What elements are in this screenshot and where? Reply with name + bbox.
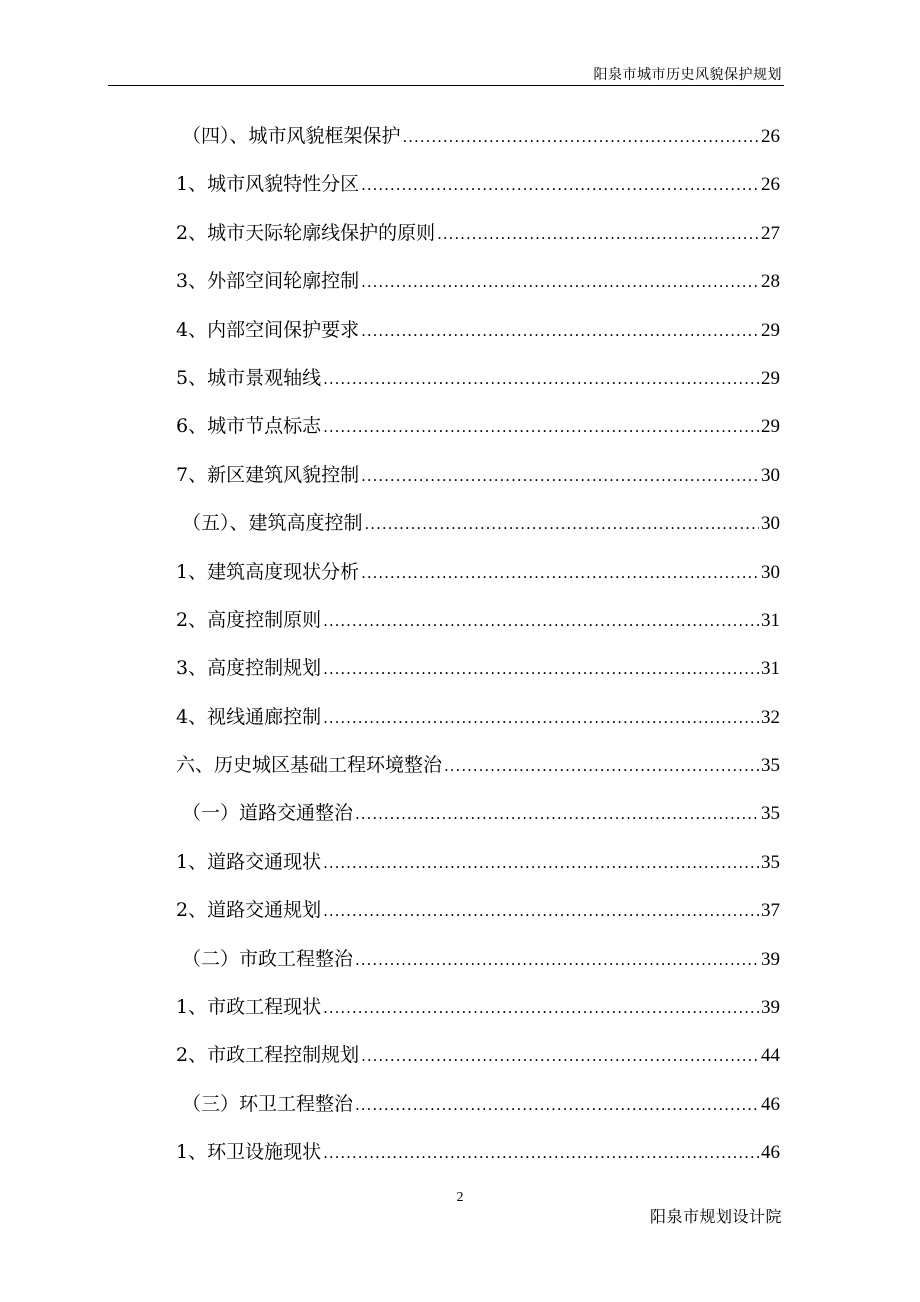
toc-entry-label: 1、城市风貌特性分区 xyxy=(176,173,360,196)
toc-entry-page: 35 xyxy=(761,851,780,873)
toc-entry[interactable] xyxy=(176,1080,780,1128)
toc-entry[interactable] xyxy=(176,838,780,886)
toc-entry-page: 46 xyxy=(761,1142,780,1164)
toc-entry-page: 29 xyxy=(761,319,780,341)
toc-leader-dots xyxy=(323,355,759,403)
toc-entry-label: 2、高度控制原则 xyxy=(176,608,322,631)
toc-leader-dots xyxy=(403,113,759,161)
toc-entry-page: 35 xyxy=(761,803,780,825)
toc-entry[interactable] xyxy=(176,306,780,354)
toc-entry-page: 30 xyxy=(761,513,780,535)
toc-entry-page: 26 xyxy=(761,126,780,147)
toc-leader-dots xyxy=(323,984,759,1032)
toc-leader-dots xyxy=(355,936,759,984)
toc-entry[interactable] xyxy=(176,983,780,1031)
toc-entry-label: 6、城市节点标志 xyxy=(176,415,322,438)
toc-entry-page: 31 xyxy=(761,658,780,680)
toc-entry[interactable] xyxy=(176,257,780,305)
running-header: 阳泉市城市历史风貌保护规划 xyxy=(593,67,782,83)
toc-entry-label: 7、新区建筑风貌控制 xyxy=(176,463,360,486)
toc-entry-page: 27 xyxy=(761,222,780,244)
toc-entry-page: 30 xyxy=(761,464,780,486)
toc-entry-page: 39 xyxy=(761,948,780,970)
toc-entry-page: 32 xyxy=(761,706,780,728)
toc-entry[interactable] xyxy=(176,886,780,934)
toc-entry-page: 26 xyxy=(761,174,780,196)
toc-entry-label: 六、历史城区基础工程环境整治 xyxy=(176,754,443,777)
toc-entry-page: 31 xyxy=(761,609,780,631)
toc-entry[interactable] xyxy=(176,160,780,208)
toc-entry[interactable] xyxy=(176,112,780,160)
toc-entry[interactable] xyxy=(176,596,780,644)
toc-entry[interactable] xyxy=(176,1128,780,1176)
toc-entry-page: 29 xyxy=(761,367,780,389)
toc-entry-label: （一）道路交通整治 xyxy=(182,802,354,825)
toc-entry[interactable] xyxy=(176,741,780,789)
toc-entry-label: 4、视线通廊控制 xyxy=(176,705,322,728)
toc-entry-page: 39 xyxy=(761,997,780,1019)
toc-entry[interactable] xyxy=(176,451,780,499)
toc-entry-page: 29 xyxy=(761,416,780,438)
toc-entry[interactable] xyxy=(176,644,780,692)
toc-entry[interactable] xyxy=(176,209,780,257)
toc-entry-page: 35 xyxy=(761,755,780,777)
toc-entry-label: 1、环卫设施现状 xyxy=(176,1141,322,1164)
toc-entry-label: 2、道路交通规划 xyxy=(176,899,322,922)
toc-entry-label: （四）、城市风貌框架保护 xyxy=(182,125,401,147)
toc-entry[interactable] xyxy=(176,693,780,741)
toc-entry[interactable] xyxy=(176,789,780,837)
toc-entry-label: （三）环卫工程整治 xyxy=(182,1092,354,1115)
toc-entry[interactable] xyxy=(176,548,780,596)
toc-entry-label: 1、道路交通现状 xyxy=(176,850,322,873)
toc-entry-label: 5、城市景观轴线 xyxy=(176,366,322,389)
toc-leader-dots xyxy=(444,742,759,790)
toc-entry-page: 30 xyxy=(761,561,780,583)
toc-entry-page: 44 xyxy=(761,1045,780,1067)
toc-leader-dots xyxy=(323,839,759,887)
toc-leader-dots xyxy=(437,210,759,258)
table-of-contents xyxy=(176,112,780,1177)
toc-entry-label: （二）市政工程整治 xyxy=(182,947,354,970)
page-number: 2 xyxy=(456,1190,464,1205)
toc-entry-page: 37 xyxy=(761,900,780,922)
toc-entry[interactable] xyxy=(176,935,780,983)
footer-organization: 阳泉市规划设计院 xyxy=(649,1207,782,1226)
toc-leader-dots xyxy=(355,1081,759,1129)
toc-entry[interactable] xyxy=(176,499,780,547)
toc-entry[interactable] xyxy=(176,354,780,402)
toc-leader-dots xyxy=(361,1032,759,1080)
toc-entry-label: 1、建筑高度现状分析 xyxy=(176,560,360,583)
toc-leader-dots xyxy=(361,258,759,306)
toc-leader-dots xyxy=(355,790,759,838)
toc-leader-dots xyxy=(361,452,759,500)
toc-leader-dots xyxy=(361,307,759,355)
toc-leader-dots xyxy=(323,694,759,742)
toc-entry-label: 3、外部空间轮廓控制 xyxy=(176,270,360,293)
toc-entry-page: 28 xyxy=(761,271,780,293)
toc-entry-label: 4、内部空间保护要求 xyxy=(176,318,360,341)
toc-leader-dots xyxy=(323,887,759,935)
toc-leader-dots xyxy=(323,403,759,451)
header-rule xyxy=(108,85,784,86)
toc-entry-label: 1、市政工程现状 xyxy=(176,996,322,1019)
toc-entry-label: 2、城市天际轮廓线保护的原则 xyxy=(176,221,436,244)
toc-leader-dots xyxy=(323,1129,759,1177)
toc-leader-dots xyxy=(365,500,759,548)
toc-entry[interactable] xyxy=(176,402,780,450)
toc-entry-label: （五）、建筑高度控制 xyxy=(182,512,363,535)
toc-entry[interactable] xyxy=(176,1031,780,1079)
toc-leader-dots xyxy=(361,549,759,597)
toc-entry-label: 2、市政工程控制规划 xyxy=(176,1044,360,1067)
toc-entry-page: 46 xyxy=(761,1093,780,1115)
toc-leader-dots xyxy=(361,161,759,209)
toc-entry-label: 3、高度控制规划 xyxy=(176,657,322,680)
toc-leader-dots xyxy=(323,597,759,645)
toc-leader-dots xyxy=(323,645,759,693)
